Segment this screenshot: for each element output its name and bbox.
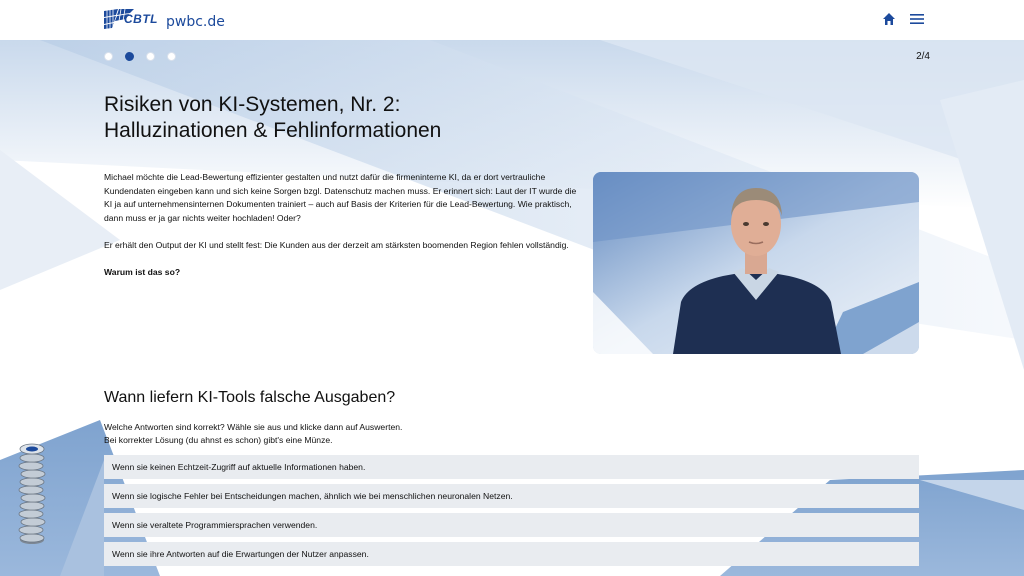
title-line-1: Risiken von KI-Systemen, Nr. 2: xyxy=(104,93,401,116)
brand-logo[interactable] xyxy=(104,9,158,29)
scenario-paragraph-2: Er erhält den Output der KI und stellt fest: Die Kunden aus der derzeit am stärksten boomenden Region fehlen vollständig. xyxy=(104,239,569,250)
progress-dot-2-current[interactable] xyxy=(125,52,134,61)
quiz-heading: Wann liefern KI-Tools falsche Ausgaben? xyxy=(104,389,396,406)
scenario-question: Warum ist das so? xyxy=(104,267,181,278)
logo-text: CBTL xyxy=(124,12,158,26)
site-name[interactable]: pwbc.de xyxy=(166,14,225,30)
coin-stack-icon xyxy=(18,436,46,546)
answer-option-1[interactable]: Wenn sie keinen Echtzeit-Zugriff auf aktuelle Informationen haben. xyxy=(104,455,919,479)
quiz-instructions xyxy=(104,421,402,447)
page-counter: 2/4 xyxy=(916,51,930,62)
title-line-2: Halluzinationen & Fehlinformationen xyxy=(104,119,442,142)
top-bar xyxy=(0,0,1024,40)
answer-option-4[interactable]: Wenn sie ihre Antworten auf die Erwartungen der Nutzer anpassen. xyxy=(104,542,919,566)
home-icon[interactable] xyxy=(882,12,896,26)
scenario-text xyxy=(104,171,584,293)
progress-dot-3[interactable] xyxy=(146,52,155,61)
page-title xyxy=(104,92,441,144)
progress-dot-1[interactable] xyxy=(104,52,113,61)
answer-option-2[interactable]: Wenn sie logische Fehler bei Entscheidungen machen, ähnlich wie bei menschlichen neuronalen Netzen. xyxy=(104,484,919,508)
answer-options xyxy=(104,455,919,571)
scenario-paragraph-1: Michael möchte die Lead-Bewertung effizienter gestalten und nutzt dafür die firmeninterne KI, da er dort vertrauliche Kundendaten eingeben kann und sich keine Sorgen bzgl. Datenschutz machen muss. Er erinnert sich: Laut der IT wurde die KI ja auf unternehmensinternen Dokumenten trainiert – auch auf Basis der Kriterien für die Lead-Bewertung. Wie praktisch, dann muss er ja gar nichts weiter hochladen! Oder? xyxy=(104,172,577,223)
presenter-photo xyxy=(593,172,919,354)
progress-dot-4[interactable] xyxy=(167,52,176,61)
instruction-line-2: Bei korrekter Lösung (du ahnst es schon) gibt's eine Münze. xyxy=(104,435,333,445)
answer-option-3[interactable]: Wenn sie veraltete Programmiersprachen verwenden. xyxy=(104,513,919,537)
hamburger-menu-icon[interactable] xyxy=(910,13,924,25)
progress-dots xyxy=(104,52,176,61)
instruction-line-1: Welche Antworten sind korrekt? Wähle sie aus und klicke dann auf Auswerten. xyxy=(104,422,403,432)
